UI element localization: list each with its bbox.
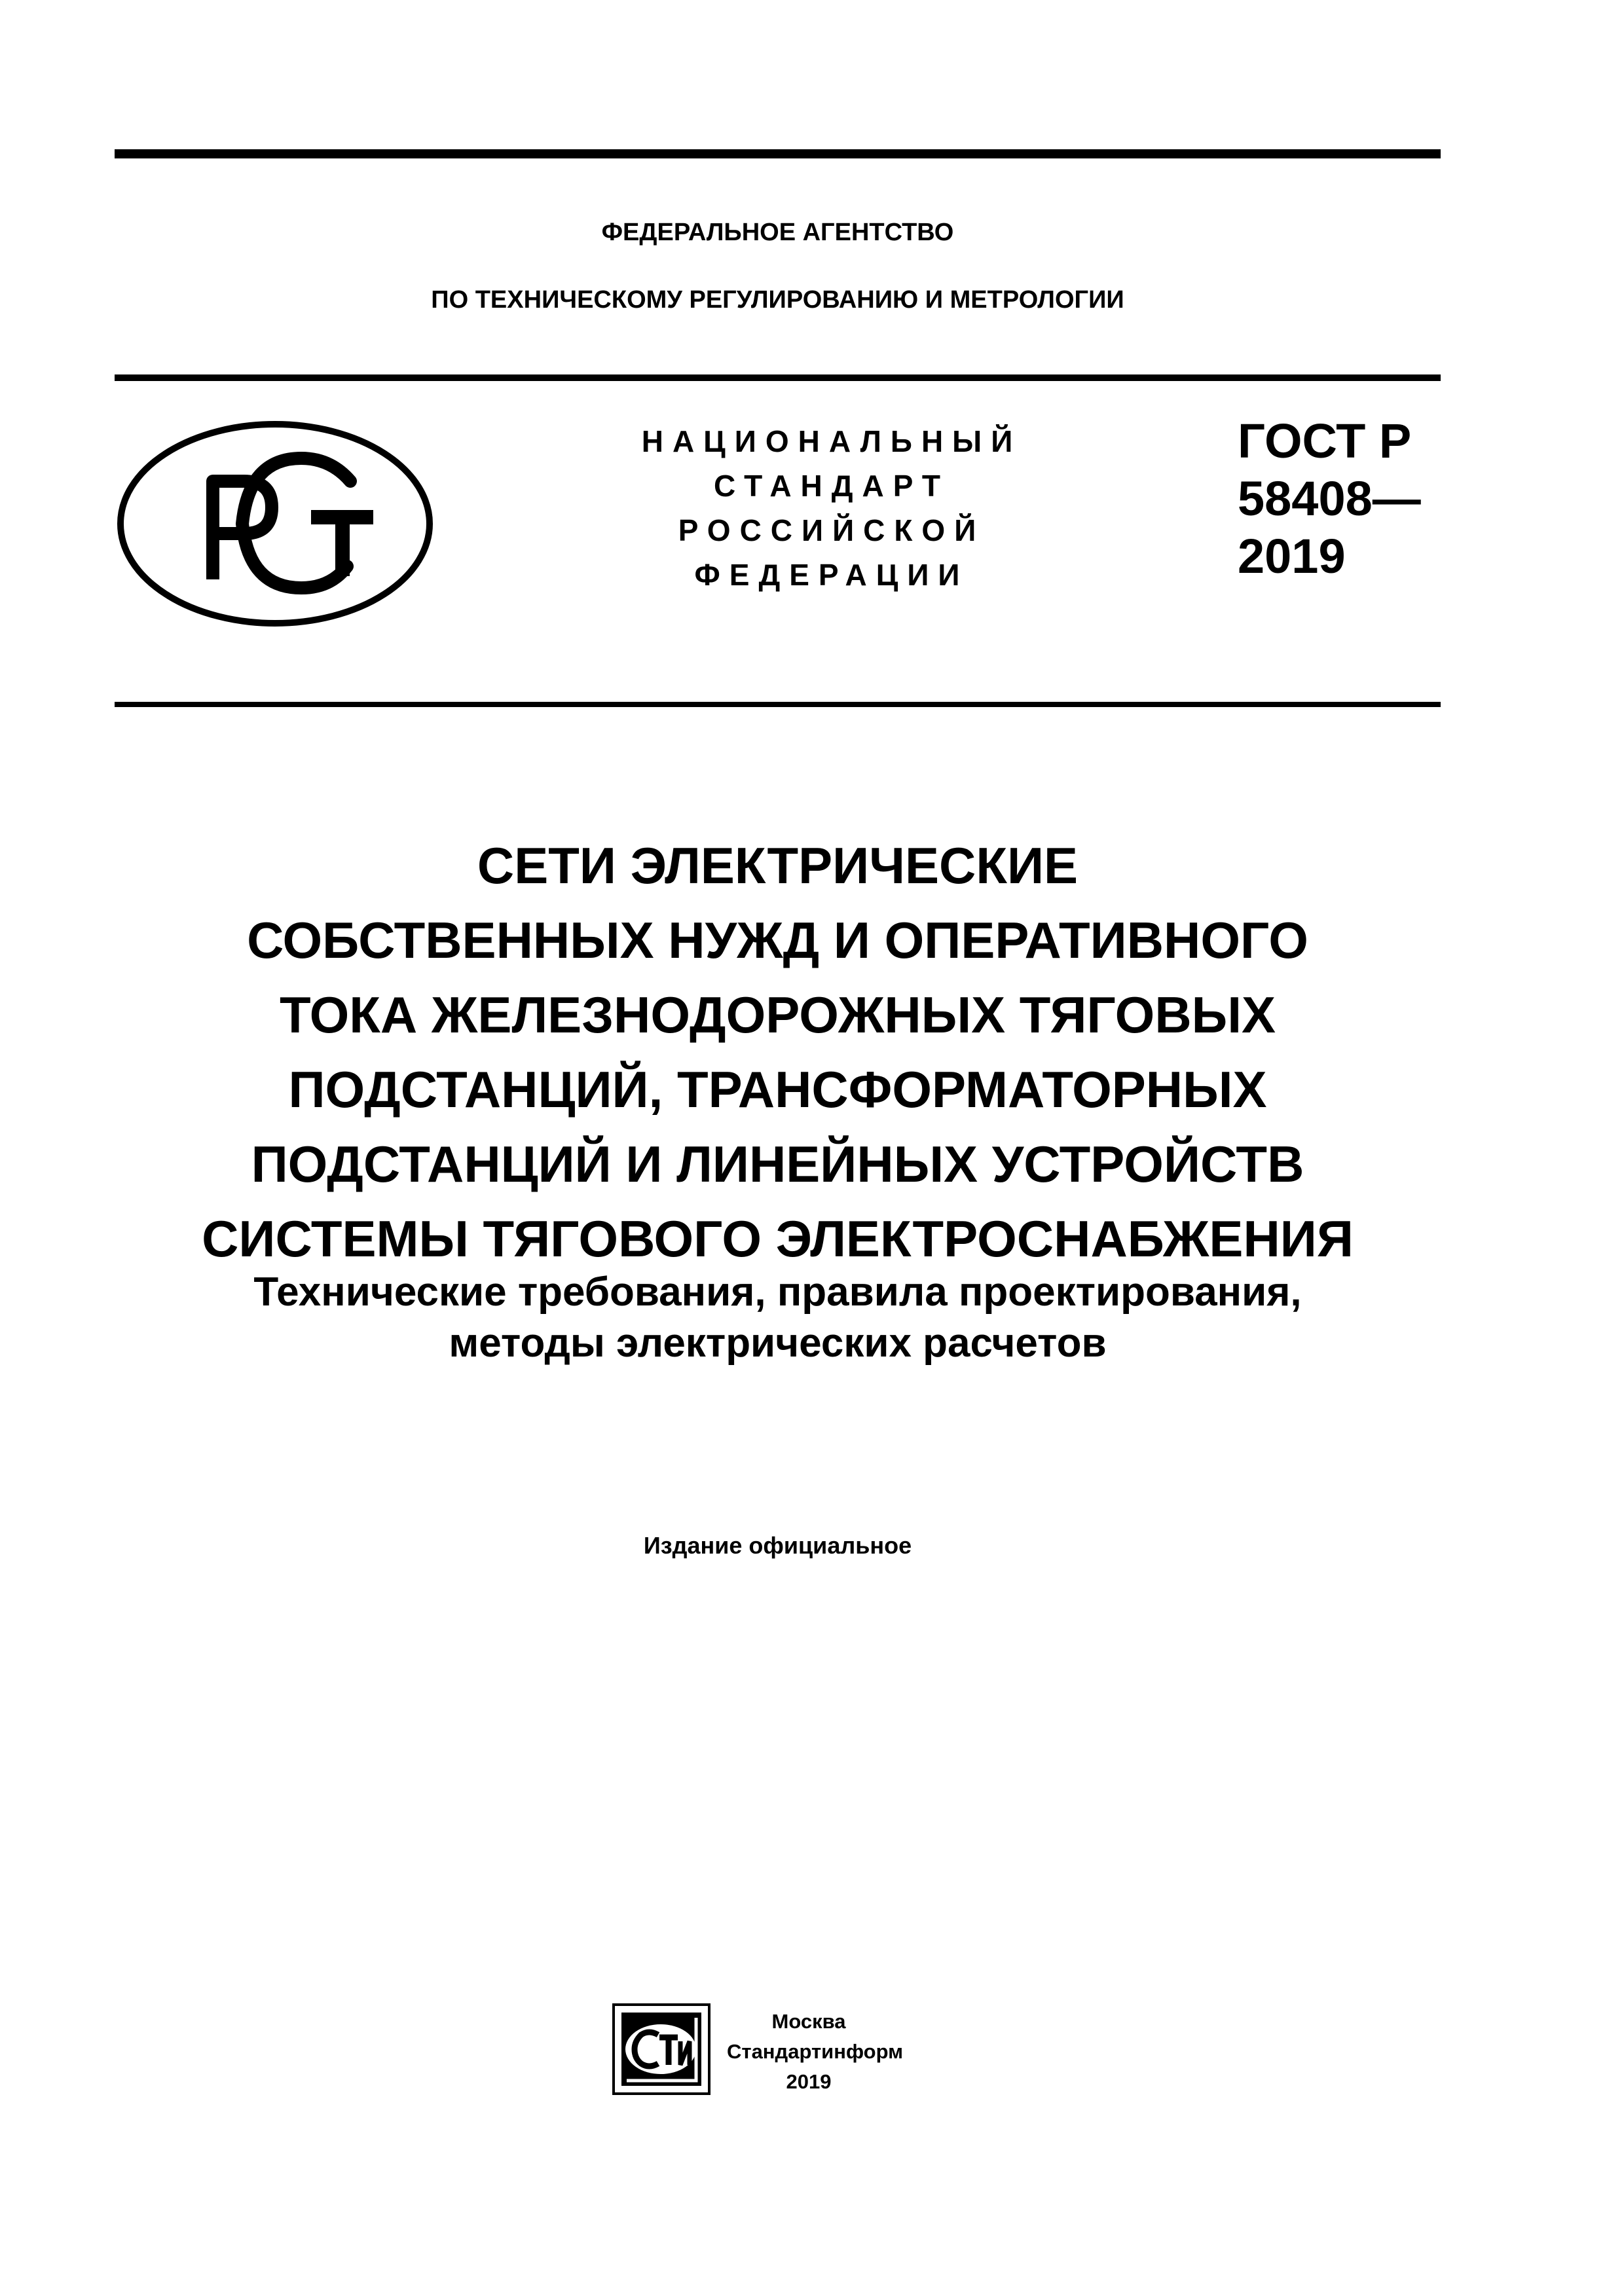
title-line: СЕТИ ЭЛЕКТРИЧЕСКИЕ <box>477 837 1079 894</box>
designation-line-1: ГОСТ Р <box>1238 414 1412 468</box>
publisher-city: Москва <box>771 2010 846 2033</box>
standard-type-line: ФЕДЕРАЦИИ <box>694 558 969 592</box>
title-line: СОБСТВЕННЫХ НУЖД И ОПЕРАТИВНОГО <box>247 911 1308 969</box>
header-rule <box>115 374 1441 381</box>
subtitle-line: Технические требования, правила проектирования, <box>253 1269 1302 1315</box>
standard-type-line: НАЦИОНАЛЬНЫЙ <box>641 424 1022 458</box>
document-title <box>115 828 1441 1276</box>
header-bottom-rule <box>115 702 1441 707</box>
publisher-info <box>727 2007 904 2097</box>
title-line: СИСТЕМЫ ТЯГОВОГО ЭЛЕКТРОСНАБЖЕНИЯ <box>202 1210 1354 1267</box>
title-line: ТОКА ЖЕЛЕЗНОДОРОЖНЫХ ТЯГОВЫХ <box>279 986 1276 1044</box>
top-rule <box>115 149 1441 158</box>
standard-type-line: РОССИЙСКОЙ <box>678 513 986 547</box>
standartinform-logo-icon <box>612 2003 710 2095</box>
agency-line-1: ФЕДЕРАЛЬНОЕ АГЕНТСТВО <box>601 219 954 246</box>
standard-type <box>589 419 1074 597</box>
edition-label: Издание официальное <box>643 1532 912 1559</box>
title-line: ПОДСТАНЦИЙ И ЛИНЕЙНЫХ УСТРОЙСТВ <box>251 1135 1304 1193</box>
rst-certification-mark-icon <box>115 419 435 629</box>
document-subtitle <box>115 1267 1441 1369</box>
standard-designation <box>1238 412 1421 585</box>
agency-line-2: ПО ТЕХНИЧЕСКОМУ РЕГУЛИРОВАНИЮ И МЕТРОЛОГИИ <box>431 286 1124 314</box>
designation-line-3: 2019 <box>1238 529 1346 583</box>
publisher-year: 2019 <box>786 2070 832 2093</box>
standard-type-line: СТАНДАРТ <box>714 469 950 503</box>
title-line: ПОДСТАНЦИЙ, ТРАНСФОРМАТОРНЫХ <box>288 1061 1267 1118</box>
designation-line-2: 58408— <box>1238 471 1421 526</box>
subtitle-line: методы электрических расчетов <box>449 1321 1107 1366</box>
publisher-name: Стандартинформ <box>727 2040 904 2063</box>
